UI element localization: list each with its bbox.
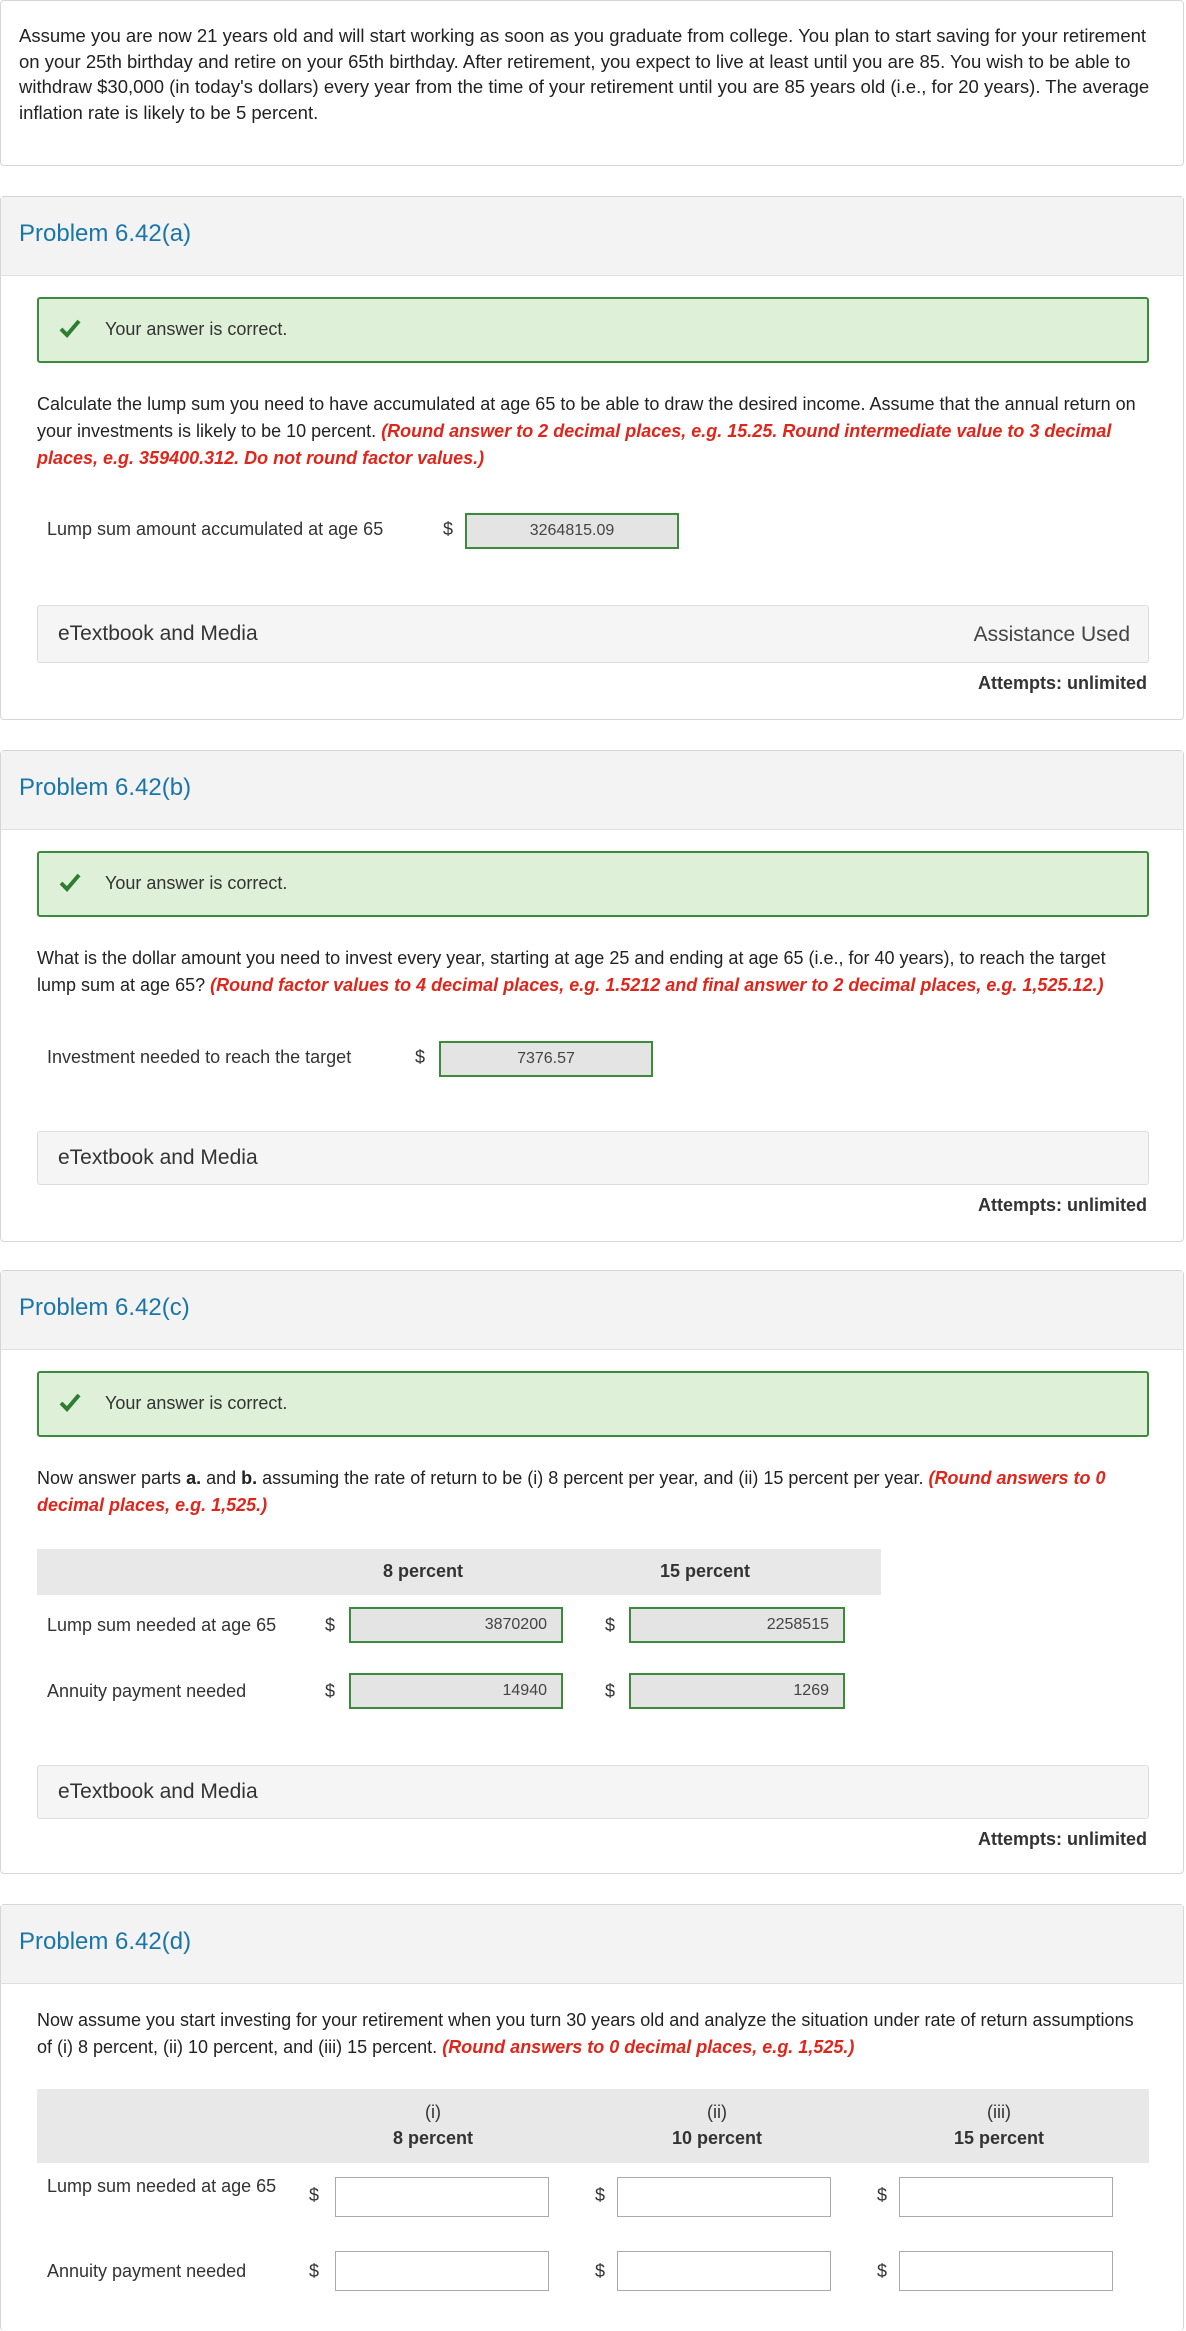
column-header-ii: (ii) 10 percent xyxy=(671,2102,763,2148)
dollar-sign: $ xyxy=(605,1681,616,1701)
part-c-title: Problem 6.42(c) xyxy=(19,1294,190,1321)
dollar-sign: $ xyxy=(877,2185,888,2205)
lump-sum-label: Lump sum amount accumulated at age 65 xyxy=(47,519,384,539)
lump-sum-answer-field[interactable]: 3264815.09 xyxy=(465,513,679,549)
dollar-sign: $ xyxy=(605,1615,616,1635)
lump-sum-8-percent-input[interactable] xyxy=(335,2177,549,2217)
dollar-sign: $ xyxy=(443,519,454,539)
etextbook-media-link[interactable]: eTextbook and Media xyxy=(58,1780,258,1803)
rounding-hint: (Round factor values to 4 decimal places, e.g. 1.5212 and final answer to 2 decimal places, e.g. 1,525.12.) xyxy=(210,975,1104,995)
column-header-i: (i) 8 percent xyxy=(392,2102,474,2148)
lump-sum-15-percent-field[interactable]: 2258515 xyxy=(629,1607,845,1643)
annuity-10-percent-input[interactable] xyxy=(617,2251,831,2291)
column-header-iii: (iii) 15 percent xyxy=(953,2102,1045,2148)
part-d-card xyxy=(0,1904,1184,2331)
attempts-label: Attempts: unlimited xyxy=(978,673,1147,693)
table-header xyxy=(37,1549,881,1595)
part-a-question xyxy=(37,391,1147,472)
correct-message: Your answer is correct. xyxy=(105,873,288,893)
etextbook-media-link[interactable]: eTextbook and Media xyxy=(58,1146,258,1169)
rounding-hint: (Round answers to 0 decimal places, e.g. 1,525.) xyxy=(442,2037,855,2057)
assistance-used-label: Assistance Used xyxy=(973,623,1130,646)
investment-label: Investment needed to reach the target xyxy=(47,1047,352,1067)
dollar-sign: $ xyxy=(415,1047,426,1067)
part-b-question xyxy=(37,945,1147,999)
column-header-15-percent: 15 percent xyxy=(659,1561,751,1581)
investment-answer-field[interactable]: 7376.57 xyxy=(439,1041,653,1077)
part-b-title: Problem 6.42(b) xyxy=(19,774,192,801)
etextbook-media-bar[interactable] xyxy=(37,1765,1149,1819)
correct-banner xyxy=(37,297,1149,363)
column-header-8-percent: 8 percent xyxy=(382,1561,464,1581)
lump-sum-10-percent-input[interactable] xyxy=(617,2177,831,2217)
etextbook-media-link[interactable]: eTextbook and Media xyxy=(58,622,258,645)
question-text: Calculate the lump sum you need to have accumulated at age 65 to be able to draw the desired income. Assume that the annual return on your investments is likely to be 10 percent. xyxy=(37,394,1136,441)
attempts-label: Attempts: unlimited xyxy=(978,1195,1147,1215)
part-c-card xyxy=(0,1270,1184,1874)
question-text: Now assume you start investing for your retirement when you turn 30 years old and analyze the situation under rate of return assumptions of (i) 8 percent, (ii) 10 percent, and (iii) 15 percent. xyxy=(37,2010,1134,2057)
part-d-title: Problem 6.42(d) xyxy=(19,1928,192,1955)
part-a-title: Problem 6.42(a) xyxy=(19,220,192,247)
dollar-sign: $ xyxy=(309,2261,320,2281)
part-c-question: Now answer parts a. and b. assuming the rate of return to be (i) 8 percent per year, and (ii) 15 percent per year. (Round answers to 0 decimal places, e.g. 1,525.) xyxy=(37,1468,1106,1515)
rounding-hint: (Round answer to 2 decimal places, e.g. 15.25. Round intermediate value to 3 decimal places, e.g. 359400.312. Do not round factor values.) xyxy=(37,421,1112,468)
correct-banner xyxy=(37,1371,1149,1437)
problem-intro-card xyxy=(0,0,1184,166)
annuity-row-label: Annuity payment needed xyxy=(47,2261,247,2281)
lump-sum-8-percent-field[interactable]: 3870200 xyxy=(349,1607,563,1643)
part-b-card xyxy=(0,750,1184,1242)
lump-sum-row-label: Lump sum needed at age 65 xyxy=(47,1615,277,1635)
part-a-card xyxy=(0,196,1184,720)
correct-message: Your answer is correct. xyxy=(105,319,288,339)
dollar-sign: $ xyxy=(595,2185,606,2205)
annuity-8-percent-field[interactable]: 14940 xyxy=(349,1673,563,1709)
question-text: What is the dollar amount you need to invest every year, starting at age 25 and ending at age 65 (i.e., for 40 years), to reach the target lump sum at age 65? xyxy=(37,948,1106,995)
lump-sum-15-percent-input[interactable] xyxy=(899,2177,1113,2217)
table-header xyxy=(37,2089,1149,2163)
dollar-sign: $ xyxy=(309,2185,320,2205)
part-c-header xyxy=(1,1271,1183,1350)
annuity-15-percent-field[interactable]: 1269 xyxy=(629,1673,845,1709)
annuity-8-percent-input[interactable] xyxy=(335,2251,549,2291)
dollar-sign: $ xyxy=(595,2261,606,2281)
dollar-sign: $ xyxy=(877,2261,888,2281)
part-b-header xyxy=(1,751,1183,830)
etextbook-media-bar[interactable] xyxy=(37,1131,1149,1185)
dollar-sign: $ xyxy=(325,1681,336,1701)
dollar-sign: $ xyxy=(325,1615,336,1635)
etextbook-media-bar[interactable] xyxy=(37,605,1149,663)
annuity-row-label: Annuity payment needed xyxy=(47,1681,247,1701)
part-a-header xyxy=(1,197,1183,276)
attempts-label: Attempts: unlimited xyxy=(978,1829,1147,1849)
checkmark-icon xyxy=(59,1391,81,1413)
checkmark-icon xyxy=(59,317,81,339)
lump-sum-row-label: Lump sum needed at age 65 xyxy=(47,2176,277,2196)
part-d-question xyxy=(37,2007,1147,2061)
rounding-hint: (Round answers to 0 decimal places, e.g. 1,525.) xyxy=(37,1468,1106,1515)
correct-message: Your answer is correct. xyxy=(105,1393,288,1413)
correct-banner xyxy=(37,851,1149,917)
checkmark-icon xyxy=(59,871,81,893)
annuity-15-percent-input[interactable] xyxy=(899,2251,1113,2291)
part-d-header xyxy=(1,1905,1183,1984)
problem-intro-text: Assume you are now 21 years old and will start working as soon as you graduate from college. You plan to start saving for your retirement on your 25th birthday and retire on your 65th birthday. After retirement, you expect to live at least until you are 85. You wish to be able to withdraw $30,000 (in today's dollars) every year from the time of your retirement until you are 85 years old (i.e., for 20 years). The average inflation rate is likely to be 5 percent. xyxy=(19,25,1150,123)
